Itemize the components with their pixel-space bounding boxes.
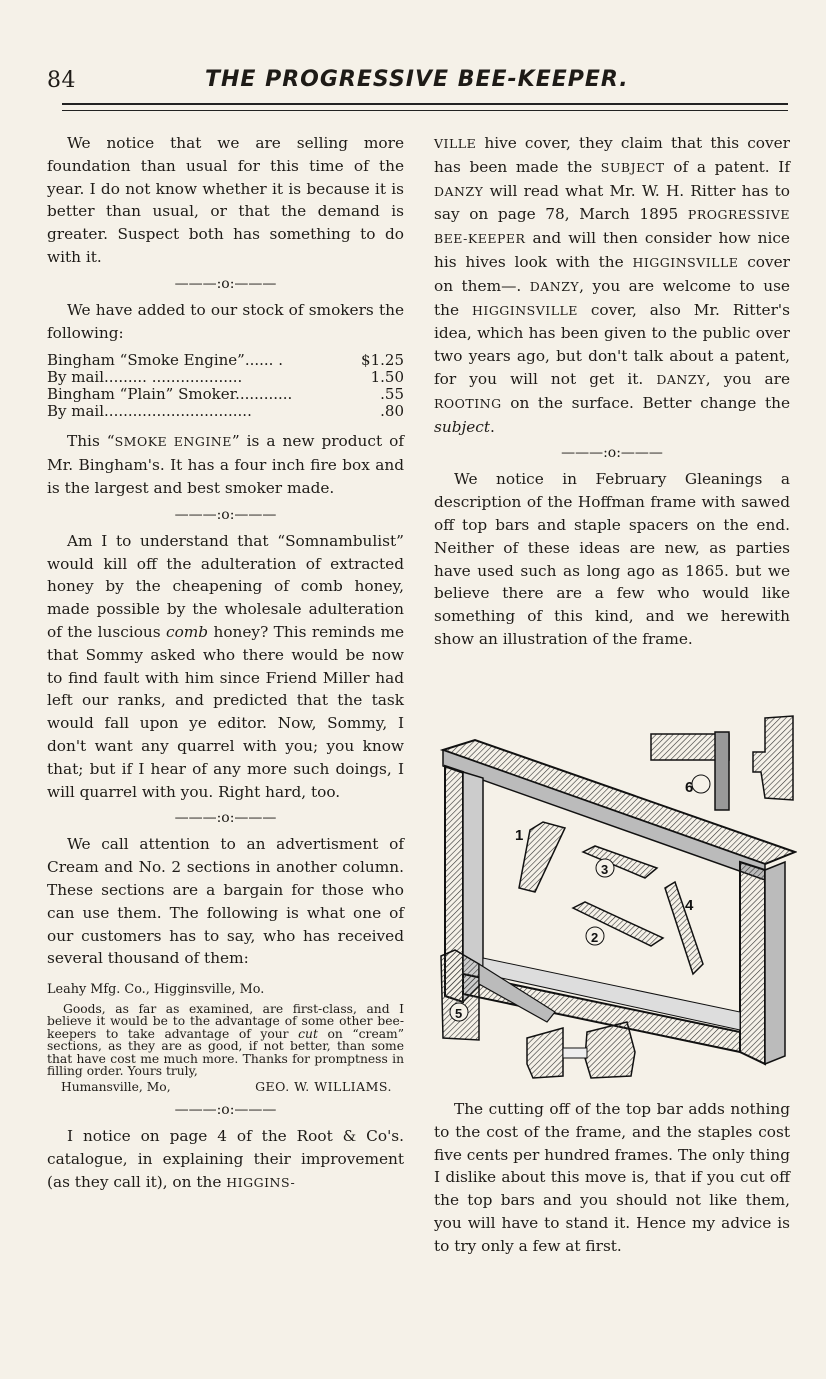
- figure-label: 6: [685, 779, 694, 796]
- right-column: [434, 132, 790, 651]
- figure-label: 4: [685, 897, 694, 914]
- header-rule: [62, 103, 788, 105]
- figure-label: 3: [601, 862, 609, 877]
- section-separator: ———:o:———: [561, 445, 663, 462]
- customer-letter: [47, 984, 404, 1093]
- section-separator: ———:o:———: [174, 810, 277, 827]
- letter-body: Goods, as far as examined, are first-class, and I believe it would be to the advantage of some other bee-keepers to take advantage of your cut on “cream” sections, as they are as good, if not better, than some that have cost me much more. Thanks for promptness in filling order. Yours truly,: [47, 1001, 404, 1079]
- smoker-price-list: [47, 352, 404, 420]
- section-separator: ———:o:———: [174, 275, 277, 292]
- part-1: [519, 822, 565, 892]
- header-rule-thin: [62, 110, 788, 111]
- paragraph-hoffman-frame: We notice in February Gleanings a description of the Hoffman frame with sawed off top bars and staple spacers on the end. Neither of these ideas are new, as parties have used such as long ago as 1865. but we believe there are a few who would like something of this kind, and we herewith show an illustration of the frame.: [434, 470, 790, 648]
- price-row: By mail......... ................... 1.50: [47, 368, 404, 387]
- section-separator: ———:o:———: [174, 1102, 277, 1119]
- section-separator: ———:o:———: [174, 506, 277, 523]
- running-title: THE PROGRESSIVE BEE-KEEPER.: [205, 67, 629, 92]
- part-5: [441, 950, 479, 1040]
- part-4: [665, 882, 703, 974]
- figure-label: 2: [591, 930, 599, 945]
- letter-place: Humansville, Mo,: [61, 1079, 171, 1094]
- frame-right-end-bar-edge: [765, 862, 785, 1064]
- letter-signature-line: [47, 1078, 404, 1094]
- price-row: By mail............................... .80: [47, 402, 404, 421]
- frame-right-end-bar: [740, 862, 765, 1064]
- paragraph-foundation: We notice that we are selling more foundation than usual for this time of the year. I do not know whether it is because it is better than usual, or that the demand is greater. Suspect both has something to do with it.: [47, 134, 404, 266]
- hoffman-frame-illustration: [435, 712, 797, 1084]
- letter-address: Leahy Mfg. Co., Higginsville, Mo.: [47, 982, 265, 998]
- staple-detail: [527, 1028, 563, 1078]
- paragraph-somnambulist: Am I to understand that “Somnambulist” would kill off the adulteration of extracted honey by the cheapening of comb honey, made possible by the wholesale adulteration of the luscious comb honey? This reminds me that Sommy asked who there would be now to find fault with him since Friend Miller had left our ranks, and predicted that the task would fall upon ye editor. Now, Sommy, I don't want any quarrel with you; you know that; but if I hear of any more such doings, I will quarrel with you. Right hard, too.: [47, 531, 404, 801]
- paragraph-higginsville-cover: VILLE hive cover, they claim that this cover has been made the SUBJECT of a patent. If DANZY will read what Mr. W. H. Ritter has to say on page 78, March 1895 PROGRESSIVE BEE-KEEPER and will then consider how nice his hives look with the HIGGINSVILLE cover on them—. DANZY, you are welcome to use the HIGGINSVILLE cover, also Mr. Ritter's idea, which has been given to the public over two years ago, but don't talk about a patent, for you will not get it. DANZY, you are ROOTING on the surface. Better change the subject.: [434, 134, 791, 436]
- paragraph-root-catalogue: I notice on page 4 of the Root & Co's. catalogue, in explaining their improvement (as they call it), on the HIGGINS-: [47, 1127, 404, 1191]
- page-number: 84: [47, 68, 76, 93]
- letter-signature: GEO. W. WILLIAMS.: [255, 1078, 392, 1094]
- frame-engraving: [435, 712, 797, 1084]
- paragraph-sections-ad: We call attention to an advertisment of Cream and No. 2 sections in another column. These sections are a bargain for those who can use them. The following is what one of our customers has to say, who has received several thousand of them:: [47, 835, 404, 968]
- part-3: [583, 846, 657, 878]
- paragraph-smokers: We have added to our stock of smokers the following:: [47, 300, 404, 342]
- paragraph-top-bar-cutting: The cutting off of the top bar adds nothing to the cost of the frame, and the staples cost five cents per hundred frames. The only thing I dislike about this move is, that if you cut off the top bars and you should not like them, you will have to stand it. Hence my advice is to try only a few at first.: [434, 1100, 790, 1255]
- figure-label: 1: [515, 827, 524, 844]
- paragraph-smoke-engine: This “SMOKE ENGINE” is a new product of Mr. Bingham's. It has a four inch fire box and is the largest and best smoker made.: [47, 432, 404, 497]
- right-column-lower: [434, 1098, 790, 1258]
- price-row: Bingham “Plain” Smoker............ .55: [47, 385, 404, 404]
- frame-top-bar: [443, 740, 795, 864]
- left-column: [47, 132, 404, 1195]
- figure-label: 5: [455, 1006, 463, 1021]
- price-row: Bingham “Smoke Engine”...... . $1.25: [47, 351, 404, 370]
